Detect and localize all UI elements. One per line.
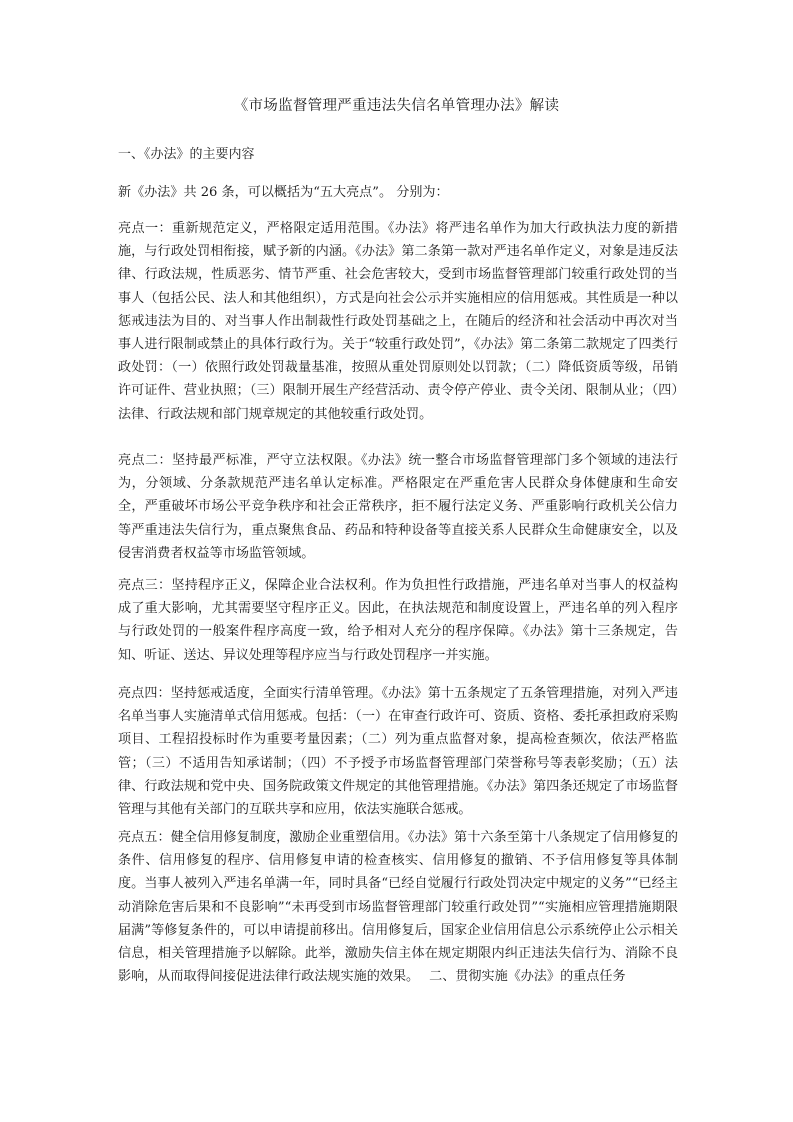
highlight-four-paragraph: 亮点四：坚持惩戒适度，全面实行清单管理。《办法》第十五条规定了五条管理措施，对列入严违名单当事人实施清单式信用惩戒。包括：（一）在审查行政许可、资质、资格、委托承担政府采购项目、工程招投标时作为重要考量因素；（二）列为重点监督对象，提高检查频次，依法严格监管；（三）不适用告知承诺制；（四）不予授予市场监督管理部门荣誉称号等表彰奖励；（五）法律、行政法规和党中央、国务院政策文件规定的其他管理措施。《办法》第四条还规定了市场监督管理与其他有关部门的互联共享和应用，依法实施联合惩戒。 [118, 686, 678, 818]
section-heading-main-content: 一、《办法》的主要内容 [118, 147, 255, 162]
highlight-two-paragraph: 亮点二：坚持最严标准，严守立法权限。《办法》统一整合市场监督管理部门多个领域的违法行为，分领域、分条款规范严违名单认定标准。严格限定在严重危害人民群众身体健康和生命安全，严重破坏市场公平竞争秩序和社会正常秩序，拒不履行法定义务、严重影响行政机关公信力等严重违法失信行为，重点聚焦食品、药品和特种设备等直接关系人民群众生命健康安全，以及侵害消费者权益等市场监管领域。 [118, 453, 678, 561]
document-title: 《市场监督管理严重违法失信名单管理办法》解读 [233, 98, 560, 114]
highlight-five-text: 亮点五：健全信用修复制度，激励企业重塑信用。《办法》第十六条至第十八条规定了信用修复的条件、信用修复的程序、信用修复申请的检查核实、信用修复的撤销、不予信用修复等具体制度。当事人被列入严违名单满一年，同时具备“已经自觉履行行政处罚决定中规定的义务”“已经主动消除危害后果和不良影响”“未再受到市场监督管理部门较重行政处罚”“实施相应管理措施期限届满”等修复条件的，可以申请提前移出。信用修复后，国家企业信用信息公示系统停止公示相关信息，相关管理措施予以解除。此举，激励失信主体在规定期限内纠正违法失信行为、消除不良影响，从而取得间接促进法律行政法规实施的效果。 [118, 830, 678, 985]
highlight-five-paragraph [118, 826, 678, 988]
highlight-three-paragraph: 亮点三：坚持程序正义，保障企业合法权利。作为负担性行政措施，严违名单对当事人的权益构成了重大影响，尤其需要坚守程序正义。因此，在执法规范和制度设置上，严违名单的列入程序与行政处罚的一般案件程序高度一致，给予相对人充分的程序保障。《办法》第十三条规定，告知、听证、送达、异议处理等程序应当与行政处罚程序一并实施。 [118, 578, 678, 663]
intro-paragraph: 新《办法》共 26 条，可以概括为“五大亮点”。 分别为： [118, 185, 449, 200]
highlight-one-paragraph: 亮点一：重新规范定义，严格限定适用范围。《办法》将严违名单作为加大行政执法力度的新措施，与行政处罚相衔接，赋予新的内涵。《办法》第二条第一款对严违名单作定义，对象是违反法律、行政法规，性质恶劣、情节严重、社会危害较大，受到市场监督管理部门较重行政处罚的当事人（包括公民、法人和其他组织），方式是向社会公示并实施相应的信用惩戒。其性质是一种以惩戒违法为目的、对当事人作出制裁性行政处罚基础之上，在随后的经济和社会活动中再次对当事人进行限制或禁止的具体行政行为。关于“较重行政处罚”，《办法》第二条第二款规定了四类行政处罚：（一）依照行政处罚裁量基准，按照从重处罚原则处以罚款；（二）降低资质等级，吊销许可证件、营业执照；（三）限制开展生产经营活动、责令停产停业、责令关闭、限制从业；（四）法律、行政法规和部门规章规定的其他较重行政处罚。 [118, 221, 678, 422]
section-heading-key-tasks: 二、贯彻实施《办法》的重点任务 [429, 969, 626, 985]
